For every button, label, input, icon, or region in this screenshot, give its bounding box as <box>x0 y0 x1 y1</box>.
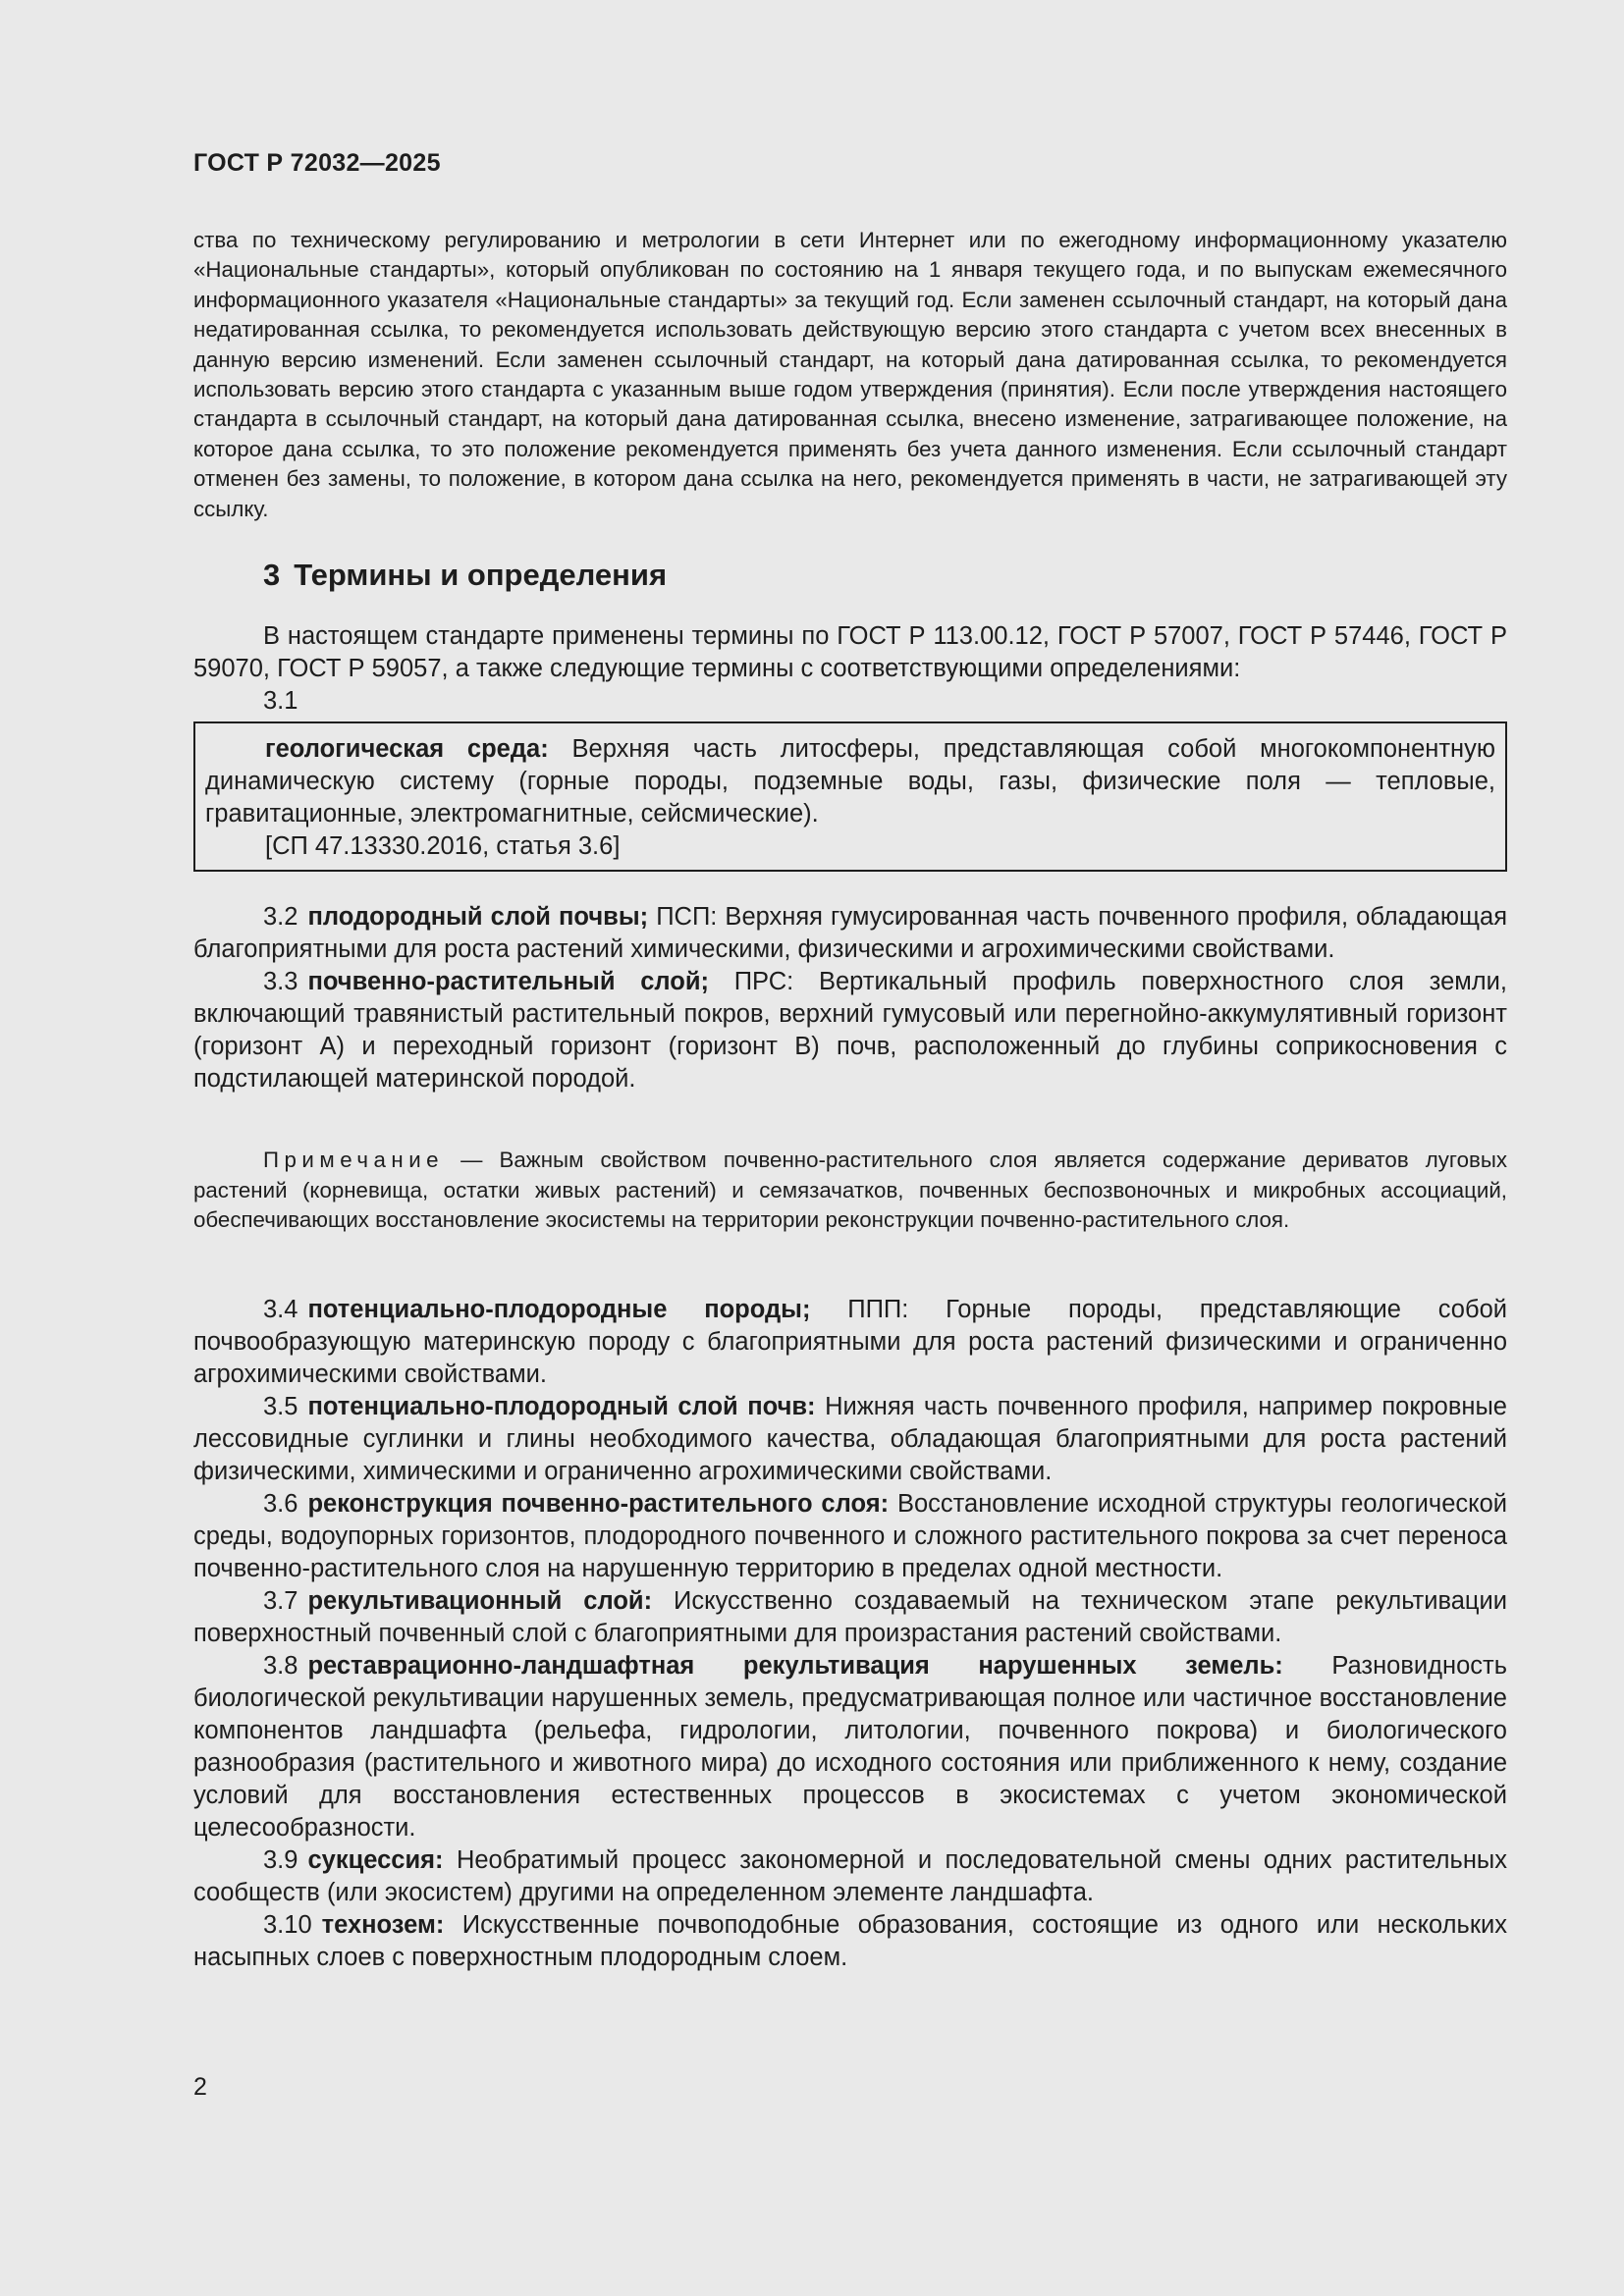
term-entry-3-5 <box>193 1391 1507 1488</box>
term-number: 3.6 <box>263 1490 298 1518</box>
term-name: рекультивационный слой: <box>307 1587 653 1615</box>
terms-list-a <box>193 901 1507 1095</box>
terms-list-b <box>193 1294 1507 1974</box>
term-number: 3.2 <box>263 903 298 931</box>
term-entry-3-6 <box>193 1488 1507 1585</box>
term-definition: Нижняя часть почвенного профиля, например покровные лессовидные суглинки и глины необходимого качества, обладающая благоприятными для роста растений физическими, химическими и ограниченно агрохимическими свойствами. <box>193 1393 1507 1485</box>
term-entry-3-2 <box>193 901 1507 966</box>
term-number: 3.4 <box>263 1296 298 1323</box>
term-definition: ПСП: Верхняя гумусированная часть почвенного профиля, обладающая благоприятными для роста растений химическими, физическими и агрохимическими свойствами. <box>193 903 1507 963</box>
term-name: реконструкция почвенно-растительного слоя: <box>307 1490 890 1518</box>
term-definition: ППП: Горные породы, представляющие собой почвообразующую материнскую породу с благоприятными для роста растений физическими и ограниченно агрохимическими свойствами. <box>193 1296 1507 1388</box>
term-entry-3-4 <box>193 1294 1507 1391</box>
term-entry-3-8 <box>193 1650 1507 1844</box>
term-number: 3.3 <box>263 968 298 995</box>
term-number: 3.7 <box>263 1587 298 1615</box>
term-name: потенциально-плодородный слой почв: <box>307 1393 816 1420</box>
term-number: 3.8 <box>263 1652 298 1680</box>
term-entry-3-10 <box>193 1909 1507 1974</box>
document-header: ГОСТ Р 72032—2025 <box>193 149 441 177</box>
term-definition: Необратимый процесс закономерной и последовательной смены одних растительных сообществ (или экосистем) другими на определенном элементе ландшафта. <box>193 1846 1507 1906</box>
section-title <box>263 558 667 593</box>
section-number: 3 <box>263 558 281 592</box>
term-entry-3-7 <box>193 1585 1507 1650</box>
term-name: сукцессия: <box>307 1846 444 1874</box>
term-name: технозем: <box>321 1911 445 1939</box>
lead-block <box>193 620 1507 718</box>
term-3-1: геологическая среда: <box>265 735 549 763</box>
term-name: почвенно-растительный слой; <box>307 968 709 995</box>
term-definition: ПРС: Вертикальный профиль поверхностного слоя земли, включающий травянистый растительный покров, верхний гумусовый или перегнойно-аккумулятивный горизонт (горизонт А) и переходный горизонт (горизонт В) почв, расположенный до глубины соприкосновения с подстилающей материнской породой. <box>193 968 1507 1093</box>
boxed-term-3-1 <box>193 721 1507 872</box>
lead-paragraph: В настоящем стандарте применены термины по ГОСТ Р 113.00.12, ГОСТ Р 57007, ГОСТ Р 57446, ГОСТ Р 59070, ГОСТ Р 59057, а также следующие термины с соответствующими определениями: <box>193 622 1507 682</box>
term-number: 3.9 <box>263 1846 298 1874</box>
note-text: — Важным свойством почвенно-растительного слоя является содержание дериватов луговых растений (корневища, остатки живых растений) и семязачатков, почвенных беспозвоночных и микробных ассоциаций, обеспечивающих восстановление экосистемы на территории реконструкции почвенно-растительного слоя. <box>193 1148 1507 1232</box>
boxed-definition <box>205 733 1495 830</box>
term-entry-3-3 <box>193 966 1507 1095</box>
term-number: 3.5 <box>263 1393 298 1420</box>
section-title-text: Термины и определения <box>294 558 668 592</box>
term-definition: Искусственно создаваемый на техническом этапе рекультивации поверхностный почвенный слой с благоприятными для произрастания растений свойствами. <box>193 1587 1507 1647</box>
term-definition: Искусственные почвоподобные образования, состоящие из одного или нескольких насыпных слоев с поверхностным плодородным слоем. <box>193 1911 1507 1971</box>
term-number-3-1: 3.1 <box>263 687 298 715</box>
intro-paragraph: ства по техническому регулированию и метрологии в сети Интернет или по ежегодному информационному указателю «Национальные стандарты», который опубликован по состоянию на 1 января текущего года, и по выпускам ежемесячного информационного указателя «Национальные стандарты» за текущий год. Если заменен ссылочный стандарт, на который дана недатированная ссылка, то рекомендуется использовать действующую версию этого стандарта с учетом всех внесенных в данную версию изменений. Если заменен ссылочный стандарт, на который дана датированная ссылка, то рекомендуется использовать версию этого стандарта с указанным выше годом утверждения (принятия). Если после утверждения настоящего стандарта в ссылочный стандарт, на который дана датированная ссылка, внесено изменение, затрагивающее положение, на которое дана ссылка, то это положение рекомендуется применять без учета данного изменения. Если ссылочный стандарт отменен без замены, то положение, в котором дана ссылка на него, рекомендуется применять в части, не затрагивающей эту ссылку. <box>193 228 1507 521</box>
term-entry-3-9 <box>193 1844 1507 1909</box>
term-name: потенциально-плодородные породы; <box>307 1296 811 1323</box>
term-definition: Восстановление исходной структуры геологической среды, водоупорных горизонтов, плодородного почвенного и сложного растительного покрова за счет переноса почвенно-растительного слоя на нарушенную территорию в пределах одной местности. <box>193 1490 1507 1582</box>
term-name: реставрационно-ландшафтная рекультивация нарушенных земель: <box>307 1652 1283 1680</box>
term-number: 3.10 <box>263 1911 312 1939</box>
note-paragraph <box>193 1146 1507 1236</box>
page-number: 2 <box>193 2073 207 2101</box>
boxed-term-source: [СП 47.13330.2016, статья 3.6] <box>265 832 621 860</box>
term-definition: Разновидность биологической рекультивации нарушенных земель, предусматривающая полное или частичное восстановление компонентов ландшафта (рельефа, гидрологии, литологии, почвенного покрова) и биологического разнообразия (растительного и животного мира) до исходного состояния или приближенного к нему, создание условий для восстановления естественных процессов в экосистемах с учетом экономической целесообразности. <box>193 1652 1507 1842</box>
term-name: плодородный слой почвы; <box>307 903 649 931</box>
note-label: Примечание <box>263 1148 445 1172</box>
definition-3-1: Верхняя часть литосферы, представляющая собой многокомпонентную динамическую систему (горные породы, подземные воды, газы, физические поля — тепловые, гравитационные, электромагнитные, сейсмические). <box>205 735 1495 828</box>
